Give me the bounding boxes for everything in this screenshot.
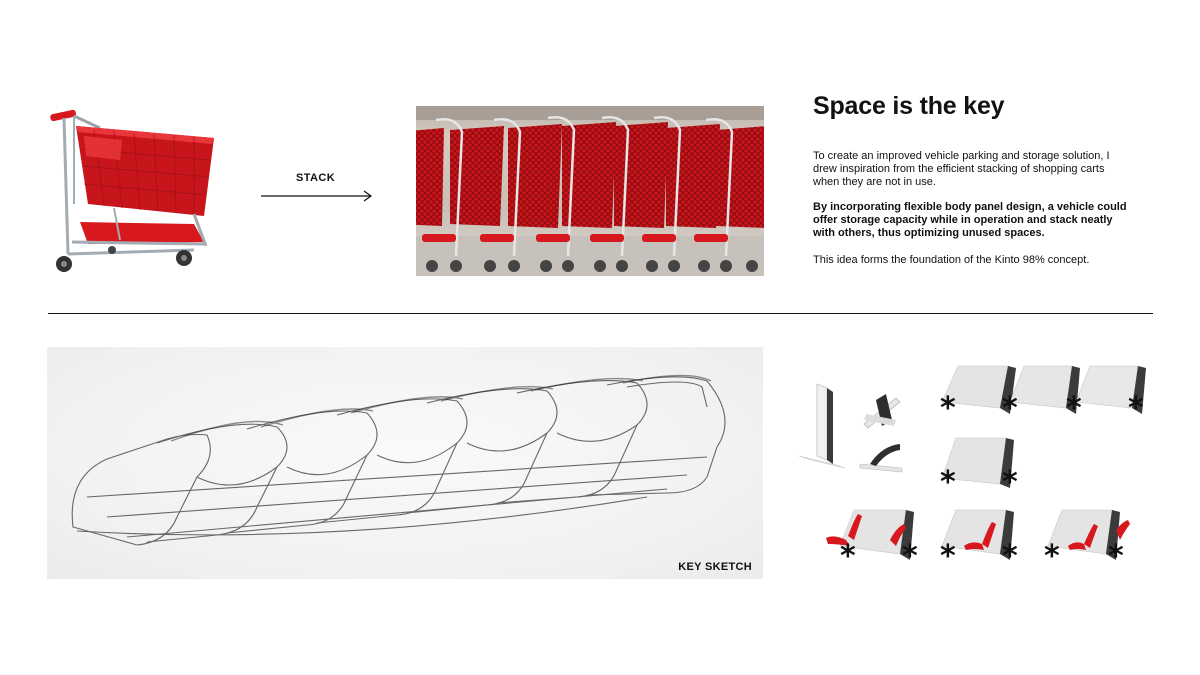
panel-red-seat-render-1 xyxy=(820,506,928,564)
intro-paragraph: To create an improved vehicle parking and storage solution, I drew inspiration from the efficient stacking of shopping carts when they are not in use. xyxy=(813,150,1110,188)
svg-text:*: * xyxy=(840,539,856,564)
arrow-right-icon xyxy=(260,188,374,204)
section-divider xyxy=(48,313,1153,314)
emphasis-paragraph: By incorporating flexible body panel design, a vehicle could offer storage capacity while in operation and stack neatly with others, thus optimizing unused spaces. xyxy=(813,201,1127,239)
single-panel-render xyxy=(938,434,1030,490)
svg-text:*: * xyxy=(1002,391,1018,418)
folding-panel-render xyxy=(856,390,906,436)
svg-text:*: * xyxy=(1066,391,1082,418)
vertical-panel-render xyxy=(797,382,847,474)
svg-text:*: * xyxy=(940,465,956,490)
svg-text:*: * xyxy=(1044,539,1060,564)
svg-text:*: * xyxy=(940,539,956,564)
shopping-cart-photo xyxy=(44,104,220,276)
svg-text:*: * xyxy=(902,539,918,564)
panel-red-seat-render-2 xyxy=(936,506,1030,564)
panel-red-seat-render-3 xyxy=(1042,506,1136,564)
headline: Space is the key xyxy=(813,92,1005,120)
svg-text:*: * xyxy=(1002,539,1018,564)
stacked-panels-render xyxy=(938,362,1152,418)
svg-text:*: * xyxy=(1002,465,1018,490)
svg-text:*: * xyxy=(1128,391,1144,418)
stacked-carts-photo xyxy=(416,106,764,276)
flat-panel-render xyxy=(856,440,906,474)
stack-label: STACK xyxy=(296,172,336,184)
svg-text:*: * xyxy=(1108,539,1124,564)
svg-text:*: * xyxy=(940,391,956,418)
key-sketch-label: KEY SKETCH xyxy=(678,561,752,573)
key-sketch-image xyxy=(47,347,763,579)
concept-paragraph: This idea forms the foundation of the Kinto 98% concept. xyxy=(813,254,1090,266)
